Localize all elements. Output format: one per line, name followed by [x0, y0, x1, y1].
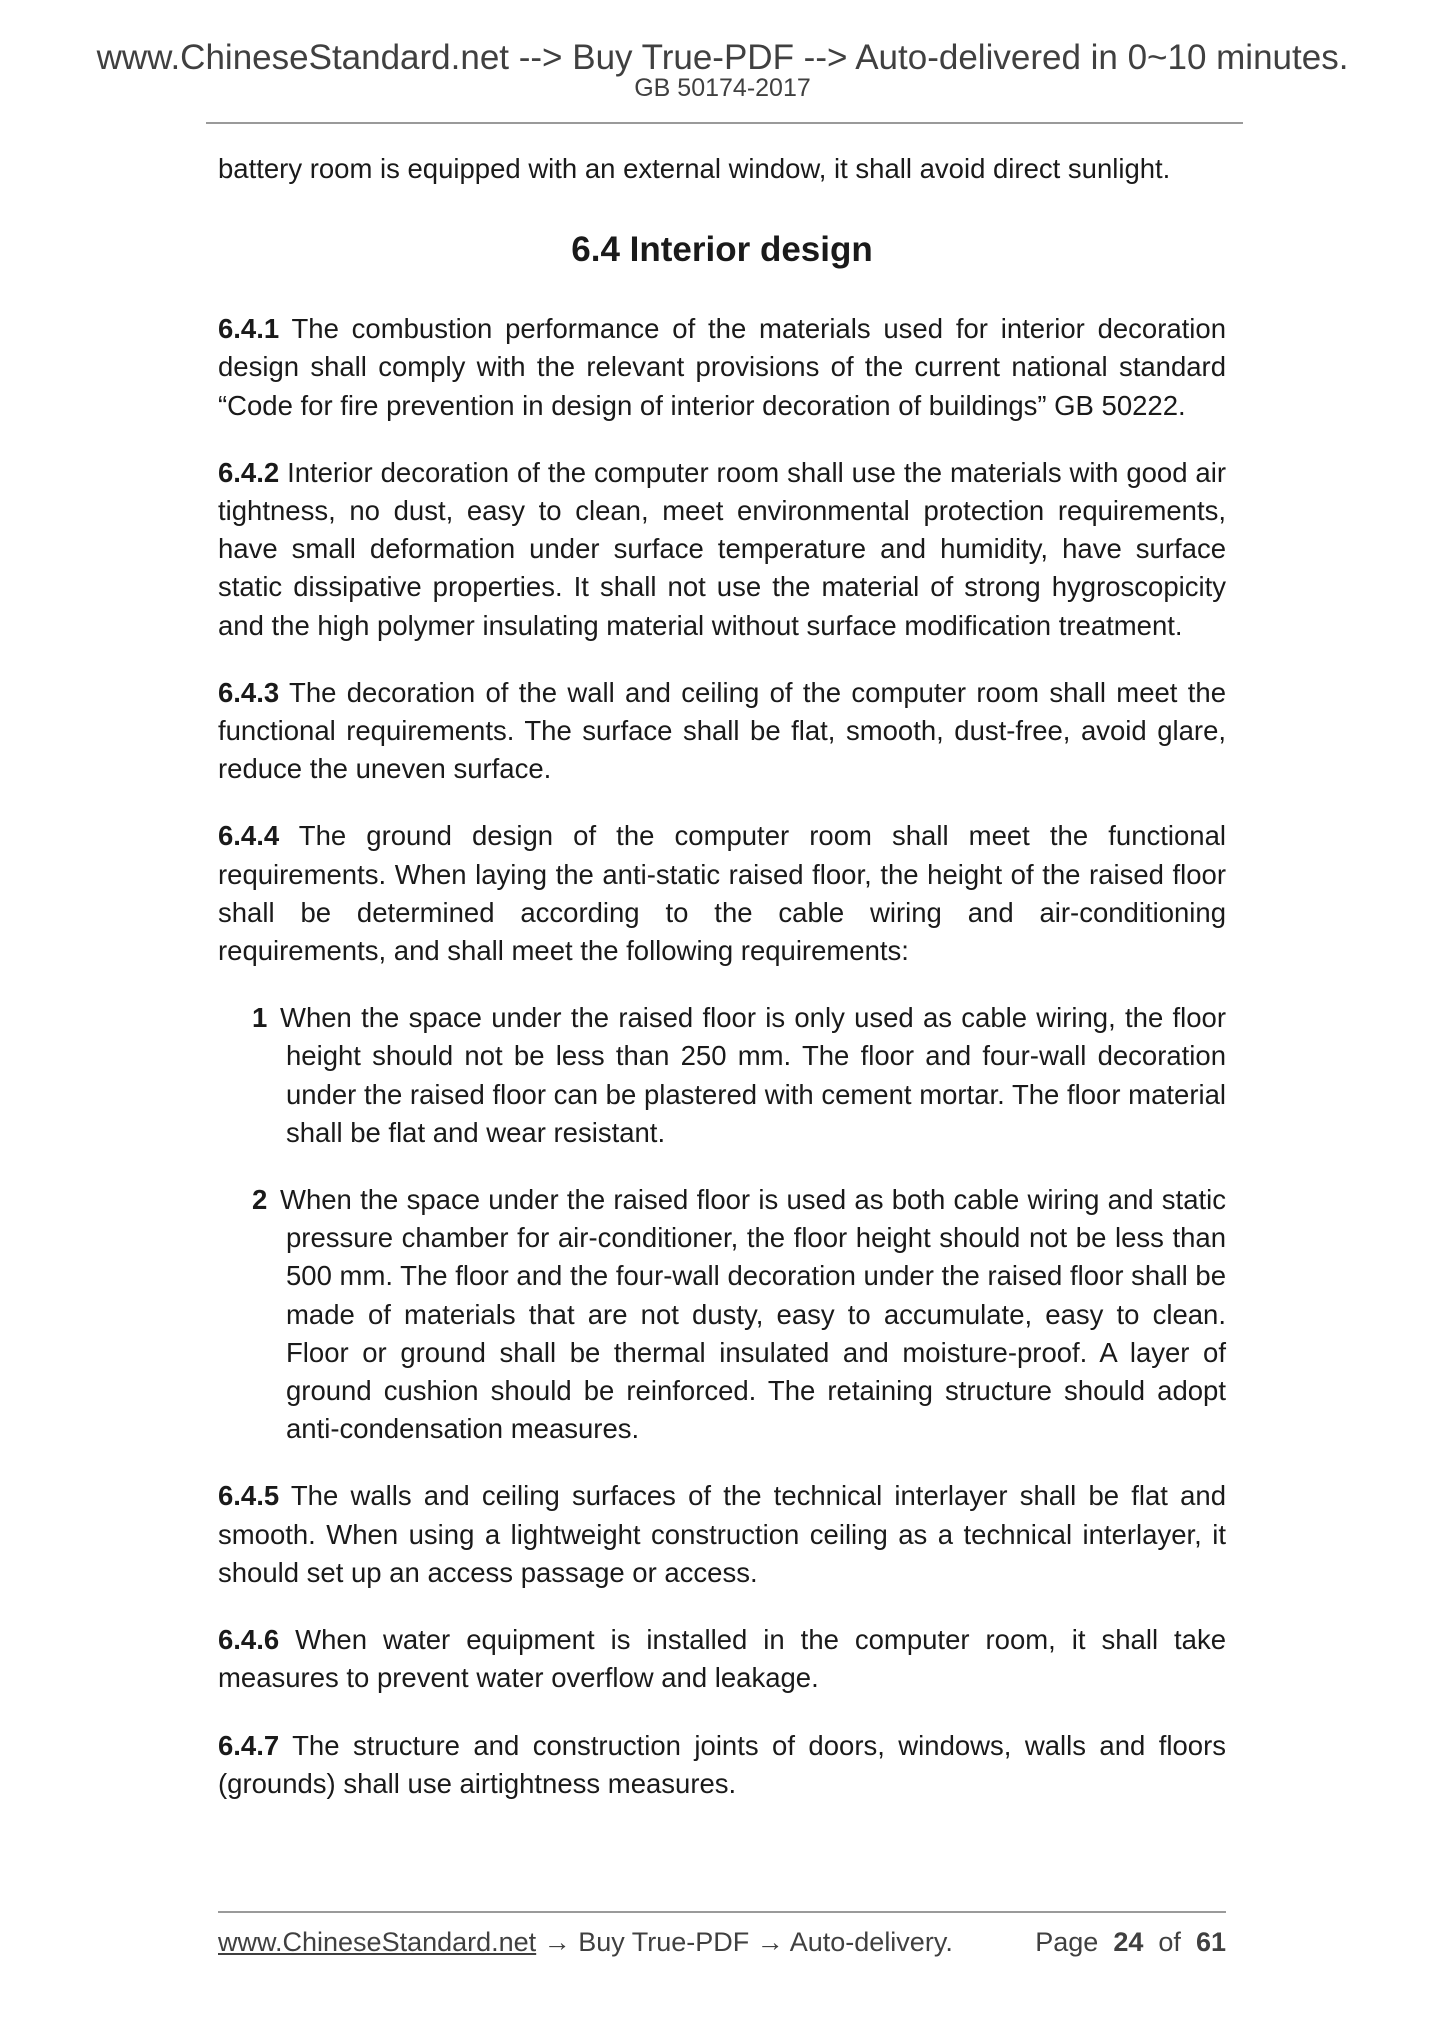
clause-text: Interior decoration of the computer room shall use the materials with good air tightness, no dust, easy to clean, meet environmental protection requirements, have small deformation under surface temperature and humidity, have surface static dissipative properties. It shall not use the material of strong hygroscopicity and the high polymer insulating material without surface modification treatment. [218, 456, 1226, 641]
of-label: of [1158, 1927, 1181, 1957]
footer-trail-text: → Buy True-PDF → Auto-delivery. [536, 1927, 953, 1957]
document-code: GB 50174-2017 [634, 74, 811, 102]
clause-number: 6.4.5 [218, 1480, 280, 1512]
clause-text: The walls and ceiling surfaces of the technical interlayer shall be flat and smooth. When using a lightweight construction ceiling as a technical interlayer, it should set up an access passage or access. [218, 1480, 1226, 1588]
clause-text: When water equipment is installed in the computer room, it shall take measures to prevent water overflow and leakage. [218, 1624, 1227, 1694]
page-indicator [1035, 1922, 1226, 1962]
clause-text: The structure and construction joints of doors, windows, walls and floors (grounds) shall use airtightness measures. [218, 1729, 1226, 1799]
footer-website-link[interactable]: www.ChineseStandard.net [218, 1927, 537, 1957]
footer-divider [218, 1911, 1226, 1913]
header-divider [206, 122, 1243, 124]
page-label: Page [1035, 1927, 1099, 1957]
clause-6-4-2 [218, 454, 1226, 645]
clause-6-4-7 [218, 1727, 1226, 1803]
clause-text: The ground design of the computer room shall meet the functional requirements. When laying the anti-static raised floor, the height of the raised floor shall be determined according to the cable wiring and air-conditioning requirements, and shall meet the following requirements: [218, 820, 1226, 967]
clause-number: 6.4.4 [218, 820, 280, 852]
clause-number: 6.4.2 [218, 456, 280, 488]
item-number: 1 [252, 1002, 268, 1034]
header-banner: www.ChineseStandard.net --> Buy True-PDF --> Auto-delivered in 0~10 minutes. [96, 38, 1349, 77]
clause-6-4-1 [218, 310, 1226, 425]
item-text: When the space under the raised floor is used as both cable wiring and static pressure chamber for air-conditioner, the floor height should not be less than 500 mm. The floor and the four-wall decoration under the raised floor shall be made of materials that are not dusty, easy to accumulate, easy to clean. Floor or ground shall be thermal insulated and moisture-proof. A layer of ground cushion should be reinforced. The retaining structure should adopt anti-condensation measures. [280, 1184, 1226, 1445]
section-title: 6.4 Interior design [571, 230, 873, 270]
item-text: When the space under the raised floor is only used as cable wiring, the floor height should not be less than 250 mm. The floor and four-wall decoration under the raised floor can be plastered with cement mortar. The floor material shall be flat and wear resistant. [280, 1002, 1226, 1148]
clause-6-4-5 [218, 1477, 1226, 1592]
list-item-2 [252, 1181, 1226, 1448]
clause-text: The decoration of the wall and ceiling of the computer room shall meet the functional requirements. The surface shall be flat, smooth, dust-free, avoid glare, reduce the uneven surface. [218, 676, 1226, 785]
clause-number: 6.4.3 [218, 676, 280, 708]
clause-6-4-3 [218, 674, 1226, 789]
item-number: 2 [252, 1184, 268, 1216]
page-footer [218, 1922, 1226, 1962]
page-number: 24 [1113, 1927, 1144, 1957]
lead-paragraph: battery room is equipped with an external window, it shall avoid direct sunlight. [218, 153, 1171, 184]
clause-6-4-4 [218, 817, 1226, 970]
clause-6-4-6 [218, 1621, 1226, 1697]
clause-number: 6.4.1 [218, 313, 280, 345]
clause-number: 6.4.7 [218, 1729, 280, 1761]
clause-number: 6.4.6 [218, 1624, 280, 1656]
page-content [218, 150, 1226, 1832]
page-total: 61 [1195, 1927, 1226, 1957]
clause-text: The combustion performance of the materials used for interior decoration design shall comply with the relevant provisions of the current national standard “Code for fire prevention in design of interior decoration of buildings” GB 50222. [218, 313, 1226, 421]
list-item-1 [252, 999, 1226, 1152]
